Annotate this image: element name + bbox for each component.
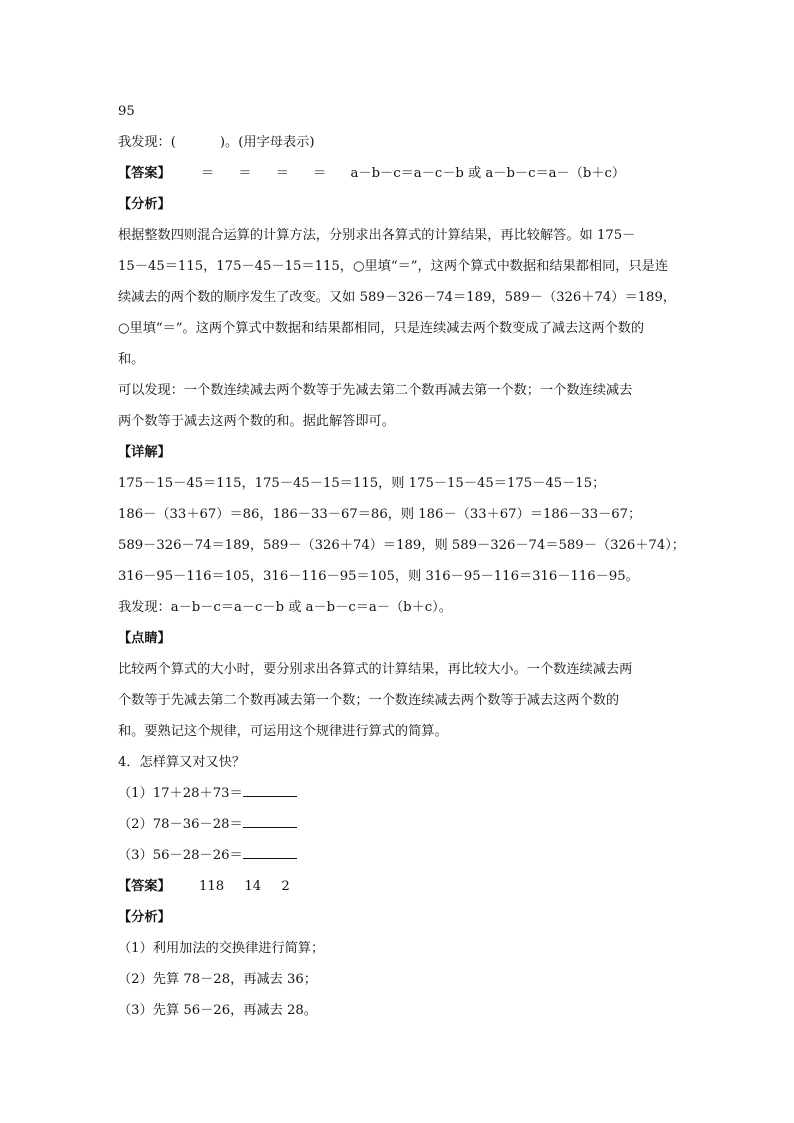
answer-line [118, 158, 678, 189]
text-line: 比较两个算式的大小时，要分别求出各算式的计算结果，再比较大小。一个数连续减去两 [118, 662, 633, 677]
answer-label: 【答案】 [118, 879, 171, 894]
question-title: 4．怎样算又对又快？ [118, 755, 246, 770]
question-item [118, 840, 678, 871]
finding-prefix: 我发现：( [118, 135, 176, 150]
text-line: 可以发现：一个数连续减去两个数等于先减去第二个数再减去第一个数；一个数连续减去 [118, 383, 633, 398]
text-line: ○里填“＝”。这两个算式中数据和结果都相同，只是连续减去两个数变成了减去这两个数的 [118, 321, 645, 336]
text-line: 175－15－45＝115，175－45－15＝115，则 175－15－45＝175－45－15； [118, 476, 606, 491]
answer-equals: ＝ [275, 166, 289, 181]
text-line: 316－95－116＝105，316－116－95＝105，则 316－95－116＝316－116－95。 [118, 569, 639, 584]
answer-formula: a－b－c＝a－c－b 或 a－b－c＝a－（b＋c） [350, 166, 626, 181]
text-line: 我发现：a－b－c＝a－c－b 或 a－b－c＝a－（b＋c）。 [118, 600, 452, 615]
section-heading: 【分析】 [118, 197, 171, 212]
text-line: 两个数等于减去这两个数的和。据此解答即可。 [118, 414, 395, 429]
section-heading: 【点睛】 [118, 631, 171, 646]
text-line: 续减去的两个数的顺序发生了改变。又如 589－326－74＝189，589－（326＋74）＝189， [118, 290, 677, 305]
text-line: 根据整数四则混合运算的计算方法，分别求出各算式的计算结果，再比较解答。如 175－ [118, 228, 636, 243]
text-line: 和。要熟记这个规律，可运用这个规律进行算式的简算。 [118, 724, 448, 739]
question-item [118, 778, 678, 809]
question-item [118, 809, 678, 840]
finding-line [118, 127, 678, 158]
section-heading: 【详解】 [118, 445, 171, 460]
answer-value: 118 [198, 879, 225, 894]
text-line: （2）先算 78－28，再减去 36； [118, 972, 317, 987]
answer-blank [243, 782, 297, 797]
answer-value: 14 [244, 879, 262, 894]
text-line: 个数等于先减去第二个数再减去第一个数；一个数连续减去两个数等于减去这两个数的 [118, 693, 620, 708]
answer-blank [243, 844, 297, 859]
answer-blank [243, 813, 297, 828]
answer-line [118, 871, 678, 902]
text-line: （1）利用加法的交换律进行简算； [118, 941, 325, 956]
question-text: （1）17＋28＋73＝ [118, 786, 243, 801]
text-line: 和。 [118, 352, 145, 367]
answer-value: 2 [281, 879, 290, 894]
document-page [118, 96, 685, 1026]
answer-label: 【答案】 [118, 166, 171, 181]
question-text: （3）56－28－26＝ [118, 848, 243, 863]
text-line: 589－326－74＝189，589－（326＋74）＝189，则 589－326－74＝589－（326＋74）； [118, 538, 685, 553]
answer-equals: ＝ [238, 166, 252, 181]
answer-equals: ＝ [313, 166, 327, 181]
text-line: 15－45＝115，175－45－15＝115，○里填“＝”，这两个算式中数据和结果都相同，只是连 [118, 259, 669, 274]
question-text: （2）78－36－28＝ [118, 817, 243, 832]
text-line: （3）先算 56－26，再减去 28。 [118, 1003, 317, 1018]
finding-suffix: )。(用字母表示) [219, 135, 315, 150]
section-heading: 【分析】 [118, 910, 171, 925]
text-line: 186－（33＋67）＝86，186－33－67＝86，则 186－（33＋67）＝186－33－67； [118, 507, 642, 522]
text-line: 95 [118, 104, 135, 119]
answer-equals: ＝ [200, 166, 215, 181]
